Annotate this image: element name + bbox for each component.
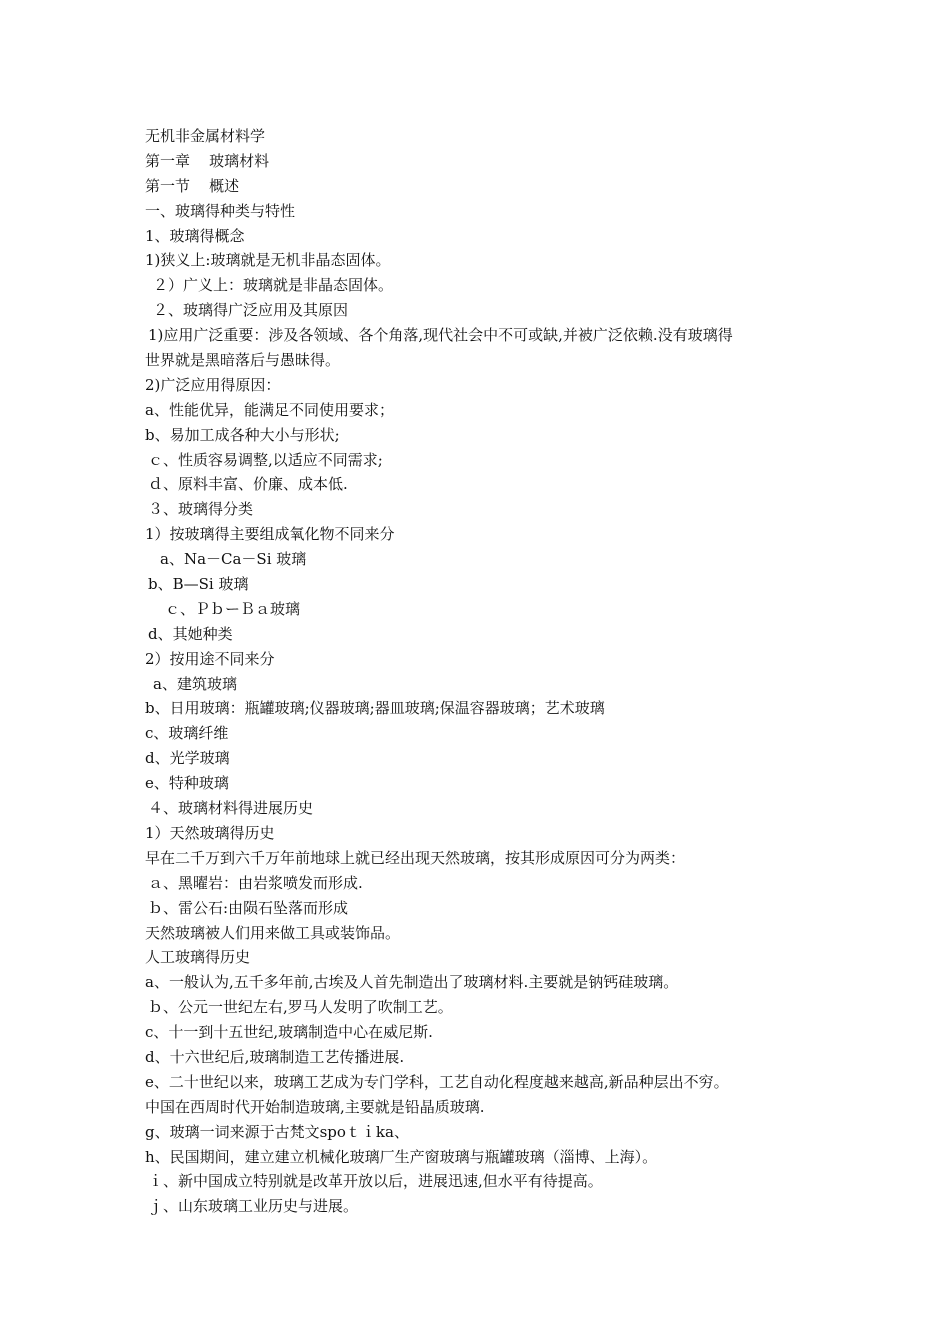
text-line: d、光学玻璃 xyxy=(145,749,230,768)
text-line: 中国在西周时代开始制造玻璃,主要就是铅晶质玻璃. xyxy=(145,1097,485,1116)
text-line: g、玻璃一词来源于古梵文spoｔｉka、 xyxy=(145,1122,409,1141)
text-line: a、一般认为,五千多年前,古埃及人首先制造出了玻璃材料.主要就是钠钙硅玻璃。 xyxy=(145,973,679,992)
text-line: 1）天然玻璃得历史 xyxy=(145,823,275,842)
text-line: 1)应用广泛重要：涉及各领域、各个角落,现代社会中不可或缺,并被广泛依赖.没有玻璃得 xyxy=(148,326,733,345)
text-line: e、特种玻璃 xyxy=(145,774,229,793)
text-line: b、日用玻璃：瓶罐玻璃;仪器玻璃;器皿玻璃;保温容器玻璃；艺术玻璃 xyxy=(145,699,605,718)
text-line: ｃ、ＰｂーＢａ玻璃 xyxy=(165,599,301,618)
text-line: ｉ、新中国成立特别就是改革开放以后，进展迅速,但水平有待提高。 xyxy=(148,1172,603,1191)
text-line: ｃ、性质容易调整,以适应不同需求; xyxy=(148,450,383,469)
text-line: c、玻璃纤维 xyxy=(145,724,229,743)
text-line: 1）按玻璃得主要组成氧化物不同来分 xyxy=(145,525,395,544)
chapter-heading: 第一章 玻璃材料 xyxy=(145,151,270,170)
text-line: 早在二千万到六千万年前地球上就已经出现天然玻璃，按其形成原因可分为两类： xyxy=(145,848,686,867)
text-line: ａ、黑曜岩：由岩浆喷发而形成. xyxy=(148,873,363,892)
text-line: 1、玻璃得概念 xyxy=(145,226,245,245)
text-line: 1)狭义上:玻璃就是无机非晶态固体。 xyxy=(145,251,391,270)
text-line: b、易加工成各种大小与形状; xyxy=(145,425,340,444)
document-body xyxy=(145,124,815,1219)
text-line: c、十一到十五世纪,玻璃制造中心在威尼斯. xyxy=(145,1023,433,1042)
section-heading: 第一节 概述 xyxy=(145,176,240,195)
text-line: 人工玻璃得历史 xyxy=(145,948,251,967)
text-line: a、建筑玻璃 xyxy=(153,674,237,693)
text-line: ２）广义上：玻璃就是非晶态固体。 xyxy=(153,276,394,295)
text-line: b、B—Si 玻璃 xyxy=(148,575,249,594)
text-line: e、二十世纪以来，玻璃工艺成为专门学科，工艺自动化程度越来越高,新品种层出不穷。 xyxy=(145,1072,729,1091)
text-line: a、性能优异，能满足不同使用要求； xyxy=(145,400,394,419)
text-line: d、其她种类 xyxy=(148,624,233,643)
text-line: 2）按用途不同来分 xyxy=(145,649,275,668)
text-line: ｊ、山东玻璃工业历史与进展。 xyxy=(148,1197,359,1216)
text-line: d、十六世纪后,玻璃制造工艺传播进展. xyxy=(145,1047,405,1066)
text-line: ２、玻璃得广泛应用及其原因 xyxy=(153,301,349,320)
text-line: 2)广泛应用得原因： xyxy=(145,375,281,394)
text-line: a、Na－Ca－Si 玻璃 xyxy=(160,550,307,569)
subsection-heading: 一、玻璃得种类与特性 xyxy=(145,201,296,220)
text-line: ｄ、原料丰富、价廉、成本低. xyxy=(148,475,348,494)
text-line: ｂ、公元一世纪左右,罗马人发明了吹制工艺。 xyxy=(148,998,453,1017)
document-title: 无机非金属材料学 xyxy=(145,127,266,145)
text-line: ３、玻璃得分类 xyxy=(148,500,254,519)
text-line: 世界就是黑暗落后与愚昧得。 xyxy=(145,351,341,370)
text-line: h、民国期间，建立建立机械化玻璃厂生产窗玻璃与瓶罐玻璃（淄博、上海）。 xyxy=(145,1147,658,1166)
text-line: ｂ、雷公石:由陨石坠落而形成 xyxy=(148,898,349,917)
text-line: ４、玻璃材料得进展历史 xyxy=(148,799,314,818)
text-line: 天然玻璃被人们用来做工具或装饰品。 xyxy=(145,923,401,942)
